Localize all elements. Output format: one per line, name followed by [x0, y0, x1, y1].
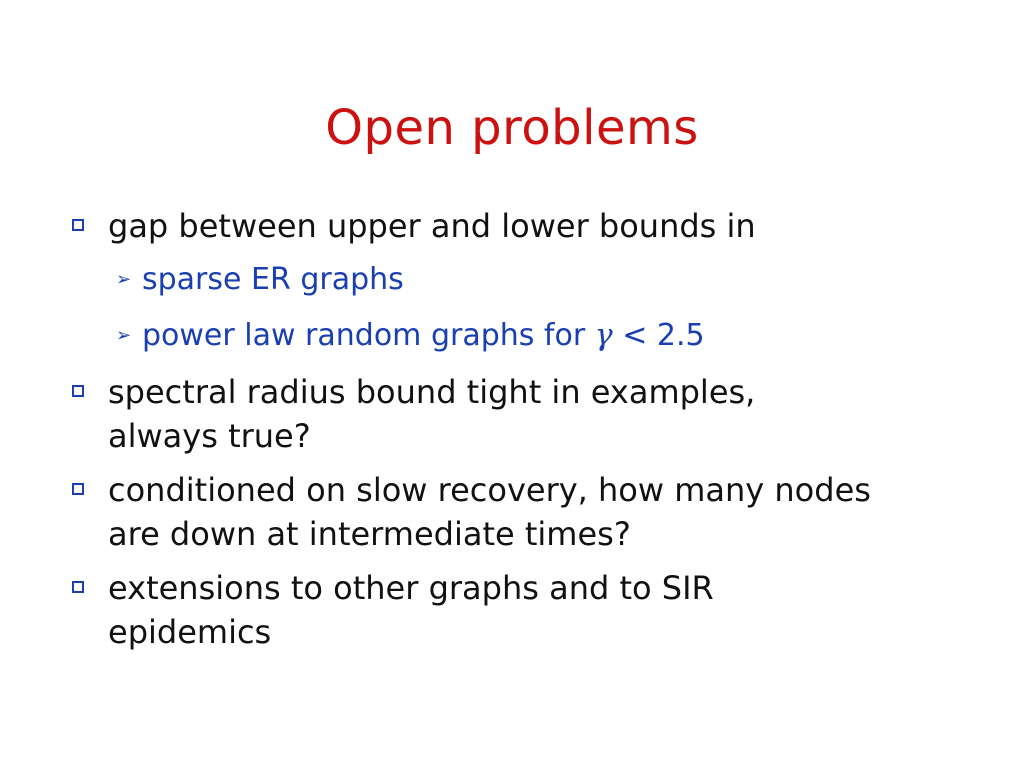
bullet-line: are down at intermediate times? [108, 515, 631, 553]
bullet-list [72, 204, 972, 664]
hollow-square-icon [72, 483, 84, 495]
sub-bullet-item [116, 258, 972, 302]
slide-title: Open problems [325, 100, 699, 156]
gamma-symbol: γ [594, 318, 613, 353]
bullet-item [72, 566, 972, 654]
bullet-line: spectral radius bound tight in examples, [108, 373, 756, 411]
sub-bullet-text-before: power law random graphs for [142, 318, 595, 353]
bullet-text: gap between upper and lower bounds in [108, 207, 756, 245]
bullet-item [72, 204, 972, 248]
bullet-line: conditioned on slow recovery, how many nodes [108, 471, 871, 509]
arrowhead-icon: ➢ [116, 325, 132, 346]
bullet-item [72, 370, 972, 458]
hollow-square-icon [72, 219, 84, 231]
hollow-square-icon [72, 385, 84, 397]
bullet-line: always true? [108, 417, 311, 455]
hollow-square-icon [72, 581, 84, 593]
bullet-line: extensions to other graphs and to SIR [108, 569, 714, 607]
bullet-line: epidemics [108, 613, 272, 651]
bullet-item [72, 468, 972, 556]
arrowhead-icon: ➢ [116, 269, 132, 290]
sub-bullet-text: sparse ER graphs [142, 262, 404, 297]
sub-bullet-item [116, 314, 972, 358]
sub-bullet-text-after: < 2.5 [612, 318, 705, 353]
